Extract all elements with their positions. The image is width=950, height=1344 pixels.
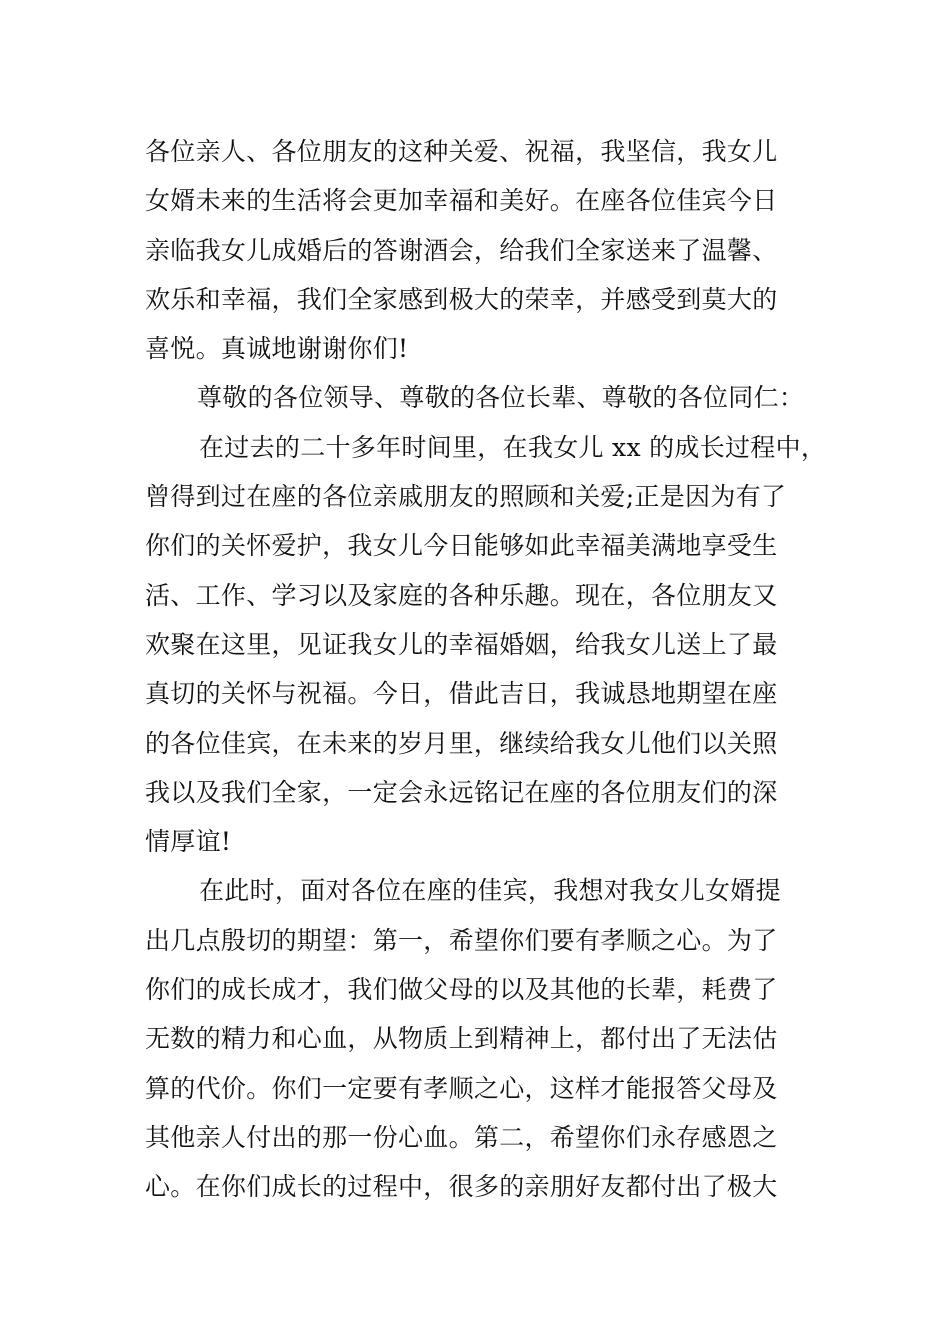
document-body	[145, 127, 827, 1212]
text-line: 在此时，面对各位在座的佳宾，我想对我女儿女婿提	[199, 876, 781, 906]
text-line: 情厚谊!	[145, 827, 232, 857]
text-line: 我以及我们全家，一定会永远铭记在座的各位朋友们的深	[145, 777, 778, 807]
paragraph-1	[145, 127, 815, 373]
text-line: 出几点殷切的期望：第一，希望你们要有孝顺之心。为了	[145, 925, 778, 955]
text-line: 各位亲人、各位朋友的这种关爱、祝福，我坚信，我女儿	[145, 137, 778, 166]
text-line: 女婿未来的生活将会更加幸福和美好。在座各位佳宾今日	[145, 186, 778, 216]
text-line: 无数的精力和心血，从物质上到精神上，都付出了无法估	[145, 1024, 778, 1054]
text-line: 喜悦。真诚地谢谢你们!	[145, 334, 409, 364]
text-line: 其他亲人付出的那一份心血。第二，希望你们永存感恩之	[145, 1122, 778, 1152]
text-line: 算的代价。你们一定要有孝顺之心，这样才能报答父母及	[145, 1073, 778, 1103]
salutation	[145, 373, 815, 422]
paragraph-3	[145, 866, 815, 1211]
text-line: 真切的关怀与祝福。今日，借此吉日，我诚恳地期望在座	[145, 679, 778, 709]
text-line: 欢乐和幸福，我们全家感到极大的荣幸，并感受到莫大的	[145, 284, 778, 314]
salutation-line: 尊敬的各位领导、尊敬的各位长辈、尊敬的各位同仁：	[197, 383, 805, 413]
text-line: 的各位佳宾，在未来的岁月里，继续给我女儿他们以关照	[145, 728, 778, 758]
paragraph-2	[145, 423, 827, 867]
text-line: 在过去的二十多年时间里，在我女儿 xx 的成长过程中，	[199, 432, 827, 462]
text-line: 欢聚在这里，见证我女儿的幸福婚姻，给我女儿送上了最	[145, 629, 778, 659]
text-line: 活、工作、学习以及家庭的各种乐趣。现在，各位朋友又	[145, 580, 778, 610]
text-line: 亲临我女儿成婚后的答谢酒会，给我们全家送来了温馨、	[145, 235, 778, 265]
text-line: 你们的关怀爱护，我女儿今日能够如此幸福美满地享受生	[145, 531, 778, 561]
text-line: 曾得到过在座的各位亲戚朋友的照顾和关爱;正是因为有了	[145, 482, 787, 512]
text-line: 你们的成长成才，我们做父母的以及其他的长辈，耗费了	[145, 975, 778, 1005]
text-line: 心。在你们成长的过程中，很多的亲朋好友都付出了极大	[145, 1172, 778, 1202]
